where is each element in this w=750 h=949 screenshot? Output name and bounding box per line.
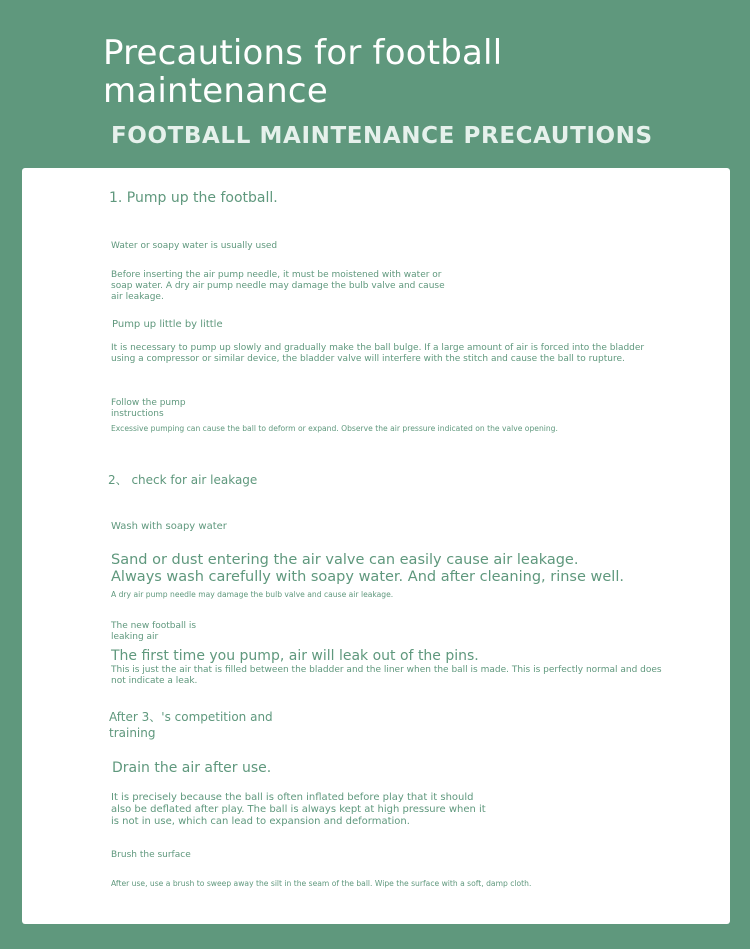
s2-block1-text: Sand or dust entering the air valve can easily cause air leakage. Always wash carefully with soapy water. And after cleaning, rinse well.: [111, 552, 624, 585]
s1-block1-text: Before inserting the air pump needle, it must be moistened with water or soap water. A dry air pump needle may damage the bulb valve and cause air leakage.: [111, 270, 445, 302]
s3-block2-text: After use, use a brush to sweep away the silt in the seam of the ball. Wipe the surface with a soft, damp cloth.: [111, 879, 532, 888]
s3-block1-title: Drain the air after use.: [112, 760, 272, 776]
section-2-heading: 2、 check for air leakage: [108, 473, 258, 487]
page-subtitle: FOOTBALL MAINTENANCE PRECAUTIONS: [111, 123, 653, 149]
s2-block1-title: Wash with soapy water: [111, 521, 227, 532]
s1-block3-text: Excessive pumping can cause the ball to deform or expand. Observe the air pressure indicated on the valve opening.: [111, 424, 558, 433]
s1-block2-title: Pump up little by little: [112, 319, 223, 330]
s2-block2-text: The first time you pump, air will leak out of the pins.: [111, 648, 479, 664]
content-card: [22, 168, 730, 924]
s2-block1-note: A dry air pump needle may damage the bulb valve and cause air leakage.: [111, 590, 394, 599]
s2-block2-title: The new football is leaking air: [111, 621, 197, 642]
s1-block3-title: Follow the pump instructions: [111, 398, 186, 419]
s2-block2-note: This is just the air that is filled between the bladder and the liner when the ball is made. This is perfectly normal and does not indicate a leak.: [111, 665, 662, 686]
section-1-heading: 1. Pump up the football.: [109, 190, 278, 206]
s1-block2-text: It is necessary to pump up slowly and gradually make the ball bulge. If a large amount of air is forced into the bladder using a compressor or similar device, the bladder valve will interfere with the stitch and cause the ball to rupture.: [111, 343, 645, 364]
s3-block2-title: Brush the surface: [111, 850, 191, 860]
s1-block1-title: Water or soapy water is usually used: [111, 241, 278, 251]
page-title: Precautions for football maintenance: [103, 33, 503, 111]
s3-block1-text: It is precisely because the ball is often inflated before play that it should also be deflated after play. The ball is always kept at high pressure when it is not in use, which can lead to expansion and deformation.: [111, 792, 486, 827]
section-3-heading: After 3、's competition and training: [109, 710, 273, 740]
